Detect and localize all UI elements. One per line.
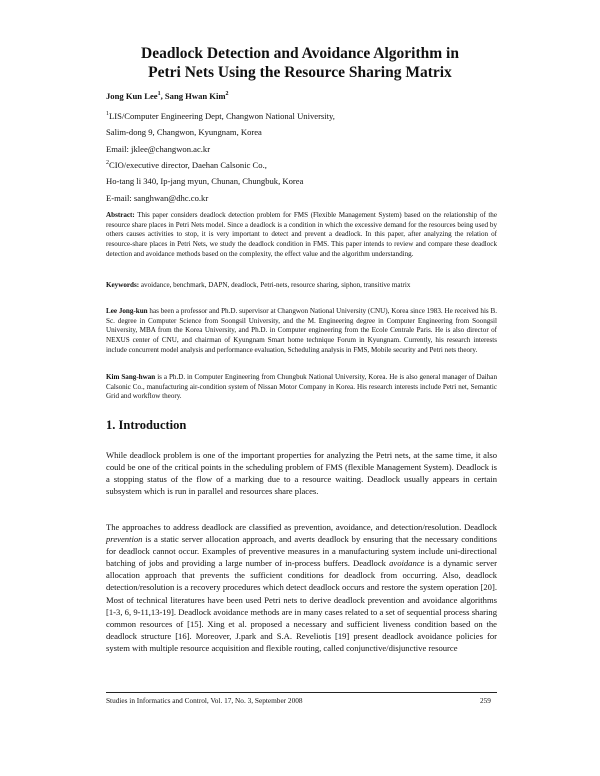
title-line-1: Deadlock Detection and Avoidance Algorithm in (141, 45, 459, 62)
author-separator: , (160, 91, 165, 101)
abstract-text: This paper considers deadlock detection problem for FMS (Flexible Management System) based on the relationship of the resource share places in Petri Nets model. Since a deadlock is a condition in which the excessive demand for the resources being used by others causes activities to stop, it is very important to detect and prevent a deadlock. In this paper, after analyzing the relation of resource-share places in Petri Nets, we study the deadlock condition in FMS. This paper intends to review and compare these deadlock detection and avoidance methods based on the complexity, the effect value and the algorithm understanding. (106, 211, 497, 258)
bio-2-text: is a Ph.D. in Computer Engineering from Chungbuk National University, Korea. He is also general manager of Daihan Calsonic Co., manufacturing air-condition system of Nissan Motor Company in Korea. His research interests include Petri net, Semantic Grid and workflow theory. (106, 373, 497, 401)
author-1: Jong Kun Lee (106, 91, 158, 101)
footer-rule (106, 692, 497, 693)
abstract (106, 211, 497, 260)
affiliation-2-line-1 (106, 160, 267, 170)
footer-citation: Studies in Informatics and Control, Vol. 17, No. 3, September 2008 (106, 696, 303, 705)
bio-1-text: has been a professor and Ph.D. supervisor at Changwon National University (CNU), Korea since 1983. He received his B. Sc. degree in Computer Science from Soongsil University, and the M. Engineering degree in Computer Engineering from Soongsil University, MBA from the Korea University, and Ph.D. in Computer engineering from the Ecole Centrale Paris. He is also director of NEXUS center of CNU, and chairman of Kyungnam Smart home technique Forum in Kyungnam. Currently, his research interests include concurrent model analysis and performance evaluation, Scheduling analysis in FMS, Mobile security and Petri nets theory. (106, 307, 497, 354)
bio-2-name: Kim Sang-hwan (106, 373, 156, 381)
author-bio-1 (106, 307, 497, 356)
affiliation-2-text: CIO/executive director, Daehan Calsonic Co., (109, 160, 267, 170)
intro-p2-part-a: The approaches to address deadlock are classified as prevention, avoidance, and detection/resolution. Deadlock (106, 522, 497, 532)
affiliation-1-text: LIS/Computer Engineering Dept, Changwon National University, (109, 111, 335, 121)
keywords-text: avoidance, benchmark, DAPN, deadlock, Petri-nets, resource sharing, siphon, transitive matrix (139, 281, 411, 289)
affiliation-1-line-2: Salim-dong 9, Changwon, Kyungnam, Korea (106, 127, 262, 137)
abstract-label: Abstract: (106, 211, 135, 219)
affiliation-1-line-1 (106, 111, 335, 121)
author-2-sup: 2 (225, 91, 229, 98)
intro-paragraph-2 (106, 521, 497, 654)
author-1-sup: 1 (157, 91, 161, 98)
section-heading-introduction: 1. Introduction (106, 418, 187, 432)
affiliation-2-sup: 2 (106, 160, 109, 167)
keywords-label: Keywords: (106, 281, 140, 289)
affiliation-2-line-2: Ho-tang li 340, Ip-jang myun, Chunan, Chungbuk, Korea (106, 176, 304, 186)
affiliation-1-sup: 1 (106, 111, 109, 118)
page-number: 259 (480, 696, 491, 705)
paper-title (60, 44, 540, 82)
bio-1-name: Lee Jong-kun (106, 307, 148, 315)
author-bio-2 (106, 373, 497, 402)
intro-p2-emphasis-avoidance: avoidance (389, 558, 425, 569)
affiliation-2-email: E-mail: sanghwan@dhc.co.kr (106, 193, 209, 203)
affiliation-1-email: Email: jklee@changwon.ac.kr (106, 144, 211, 154)
keywords (106, 281, 497, 291)
intro-p2-emphasis-prevention: prevention (106, 534, 143, 545)
intro-p2-part-c: is a dynamic server allocation approach that prevents the sufficient conditions for deadlock from occurring. Also, deadlock detection/resolution is a recovery procedures which detect deadlock occurs and restore the system operation [20]. Most of technical literatures have been used Petri nets to derive deadlock prevention and avoidance algorithms [1-3, 6, 9-11,13-19]. Deadlock avoidance methods are in many cases related to a set of sequential process sharing common resources of [15]. Xing et al. proposed a necessary and sufficient liveness condition based on the deadlock structure [16]. Moreover, J.park and S.A. Reveliotis [19] present deadlock avoidance policies for system with multiple resource acquisition and flexible routing, called conjunctive/disjunctive resource (106, 558, 497, 653)
author-line (106, 91, 229, 101)
title-line-2: Petri Nets Using the Resource Sharing Matrix (148, 64, 452, 81)
intro-p2-part-b: is a static server allocation approach, and averts deadlock by ensuring that the necessary conditions for deadlock cannot occur. Examples of preventive measures in a manufacturing system include uni-directional batching of jobs and providing a large number of in-process buffers. Deadlock (106, 534, 497, 569)
intro-paragraph-1: While deadlock problem is one of the important properties for analyzing the Petri nets, at the same time, it also could be one of the critical points in the scheduling problem of FMS (flexible Management System). Deadlock is a stopping status of the flow of a marking due to a resource waiting. Deadlock usually appears in certain subsystem which is run in parallel and resources share places. (106, 450, 497, 497)
author-2: Sang Hwan Kim (164, 91, 226, 101)
